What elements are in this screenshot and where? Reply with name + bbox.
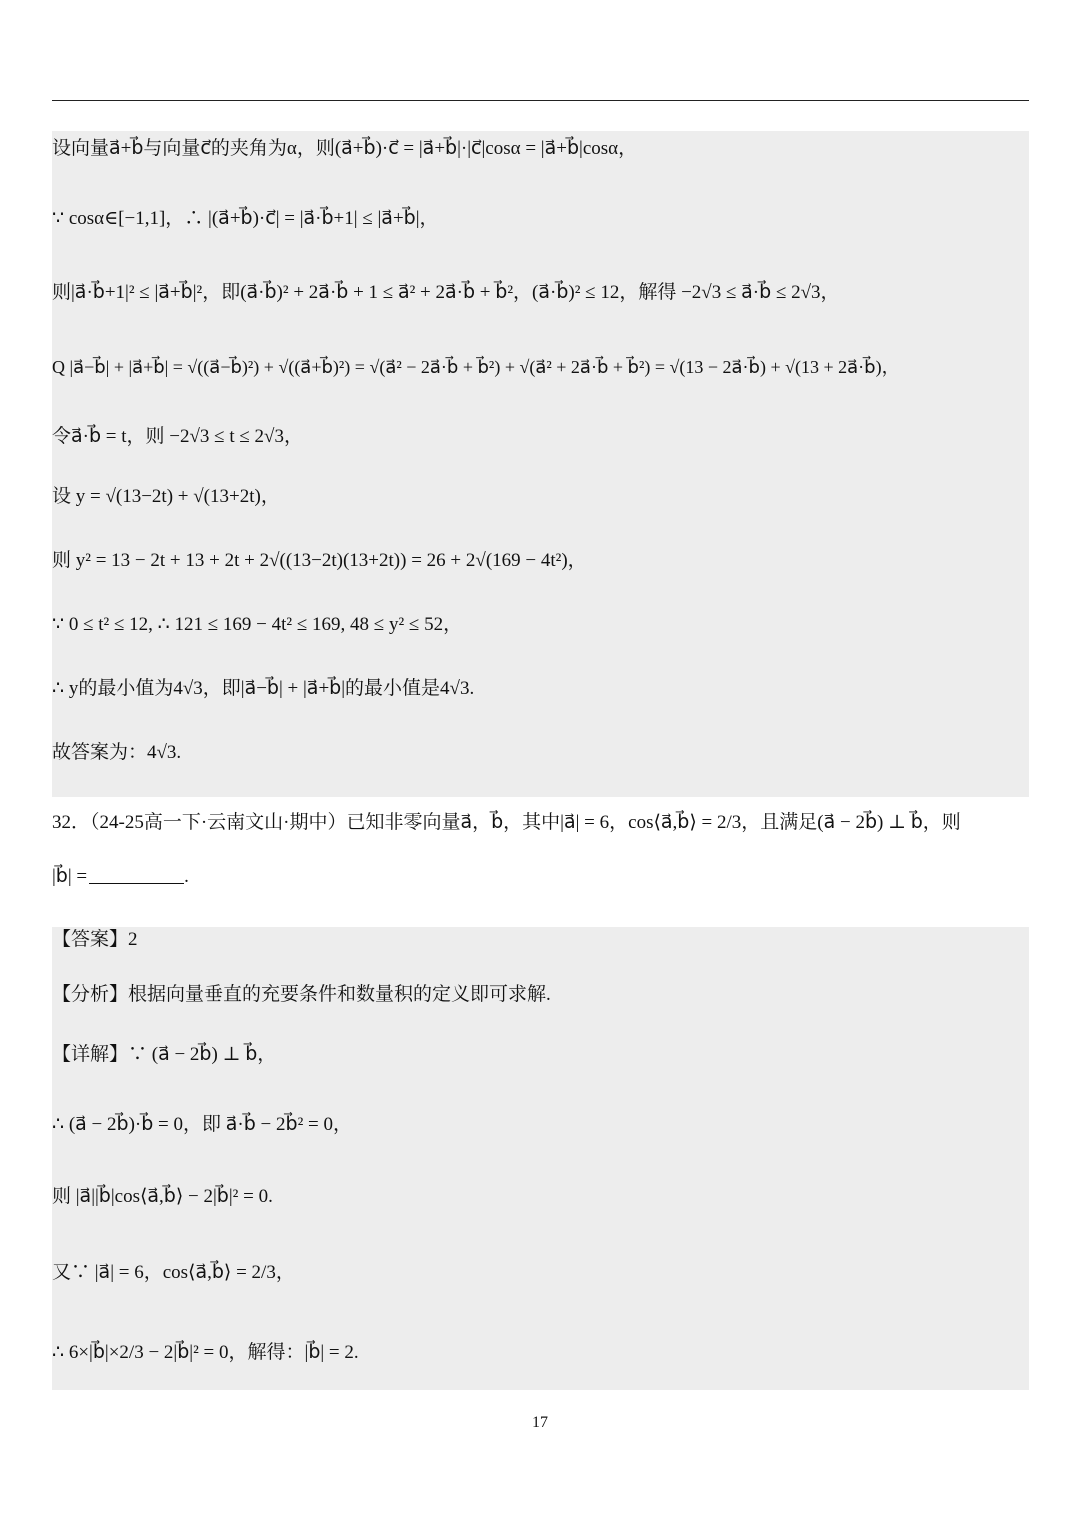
detail-line: 又∵ |a⃗| = 6，cos⟨a⃗,b⃗⟩ = 2/3，: [52, 1262, 295, 1283]
solution-line: 设向量a⃗+b⃗与向量c⃗的夹角为α，则(a⃗+b⃗)·c⃗ = |a⃗+b⃗|·|c⃗|cosα = |a⃗+b⃗|cosα，: [52, 138, 638, 159]
final-answer-line: 故答案为：4√3.: [52, 742, 182, 763]
solution-line: 令a⃗·b⃗ = t，则 −2√3 ≤ t ≤ 2√3，: [52, 426, 303, 447]
detail-line: 则 |a⃗||b⃗|cos⟨a⃗,b⃗⟩ − 2|b⃗|² = 0.: [52, 1186, 273, 1207]
question-stem: 32．（24-25高一下·云南文山·期中）已知非零向量a⃗，b⃗，其中|a⃗| = 6，cos⟨a⃗,b⃗⟩ = 2/3，且满足(a⃗ − 2b⃗) ⊥ b⃗，则: [52, 812, 961, 833]
detail-line: ∴ 6×|b⃗|×2/3 − 2|b⃗|² = 0，解得：|b⃗| = 2.: [52, 1342, 359, 1363]
answer-label-line: 【答案】2: [52, 929, 138, 950]
analysis-line: 【分析】根据向量垂直的充要条件和数量积的定义即可求解.: [52, 984, 551, 1005]
solution-line: 设 y = √(13−2t) + √(13+2t)，: [52, 486, 280, 507]
answer-blank: [89, 865, 184, 884]
header-rule: [52, 100, 1029, 101]
question-blank-line: [52, 864, 189, 890]
solution-line: ∴ y的最小值为4√3，即|a⃗−b⃗| + |a⃗+b⃗|的最小值是4√3.: [52, 678, 475, 699]
solution-line: 则 y² = 13 − 2t + 13 + 2t + 2√((13−2t)(13+2t)) = 26 + 2√(169 − 4t²)，: [52, 550, 587, 571]
solution-line: 则|a⃗·b⃗+1|² ≤ |a⃗+b⃗|²，即(a⃗·b⃗)² + 2a⃗·b⃗ + 1 ≤ a⃗² + 2a⃗·b⃗ + b⃗²，(a⃗·b⃗)² ≤ 12，解得 −2√3 ≤ a⃗·b⃗ ≤ 2√3，: [52, 282, 840, 303]
solution-line: ∵ 0 ≤ t² ≤ 12, ∴ 121 ≤ 169 − 4t² ≤ 169, 48 ≤ y² ≤ 52，: [52, 614, 463, 635]
question-blank-prefix: |b⃗| =: [52, 866, 88, 887]
page-number: 17: [532, 1414, 548, 1431]
solution-line: ∵ cosα∈[−1,1]，∴ |(a⃗+b⃗)·c⃗| = |a⃗·b⃗+1| ≤ |a⃗+b⃗|，: [52, 208, 439, 229]
question-blank-suffix: .: [184, 866, 189, 887]
solution-line: Q |a⃗−b⃗| + |a⃗+b⃗| = √((a⃗−b⃗)²) + √((a⃗+b⃗)²) = √(a⃗² − 2a⃗·b⃗ + b⃗²) + √(a⃗² + 2a⃗·b⃗ + b⃗²) = √(13 − 2a⃗·b⃗) + √(13 + 2a⃗·b⃗)，: [52, 357, 900, 377]
detail-line: 【详解】∵ (a⃗ − 2b⃗) ⊥ b⃗，: [52, 1044, 277, 1065]
detail-line: ∴ (a⃗ − 2b⃗)·b⃗ = 0，即 a⃗·b⃗ − 2b⃗² = 0，: [52, 1114, 352, 1135]
